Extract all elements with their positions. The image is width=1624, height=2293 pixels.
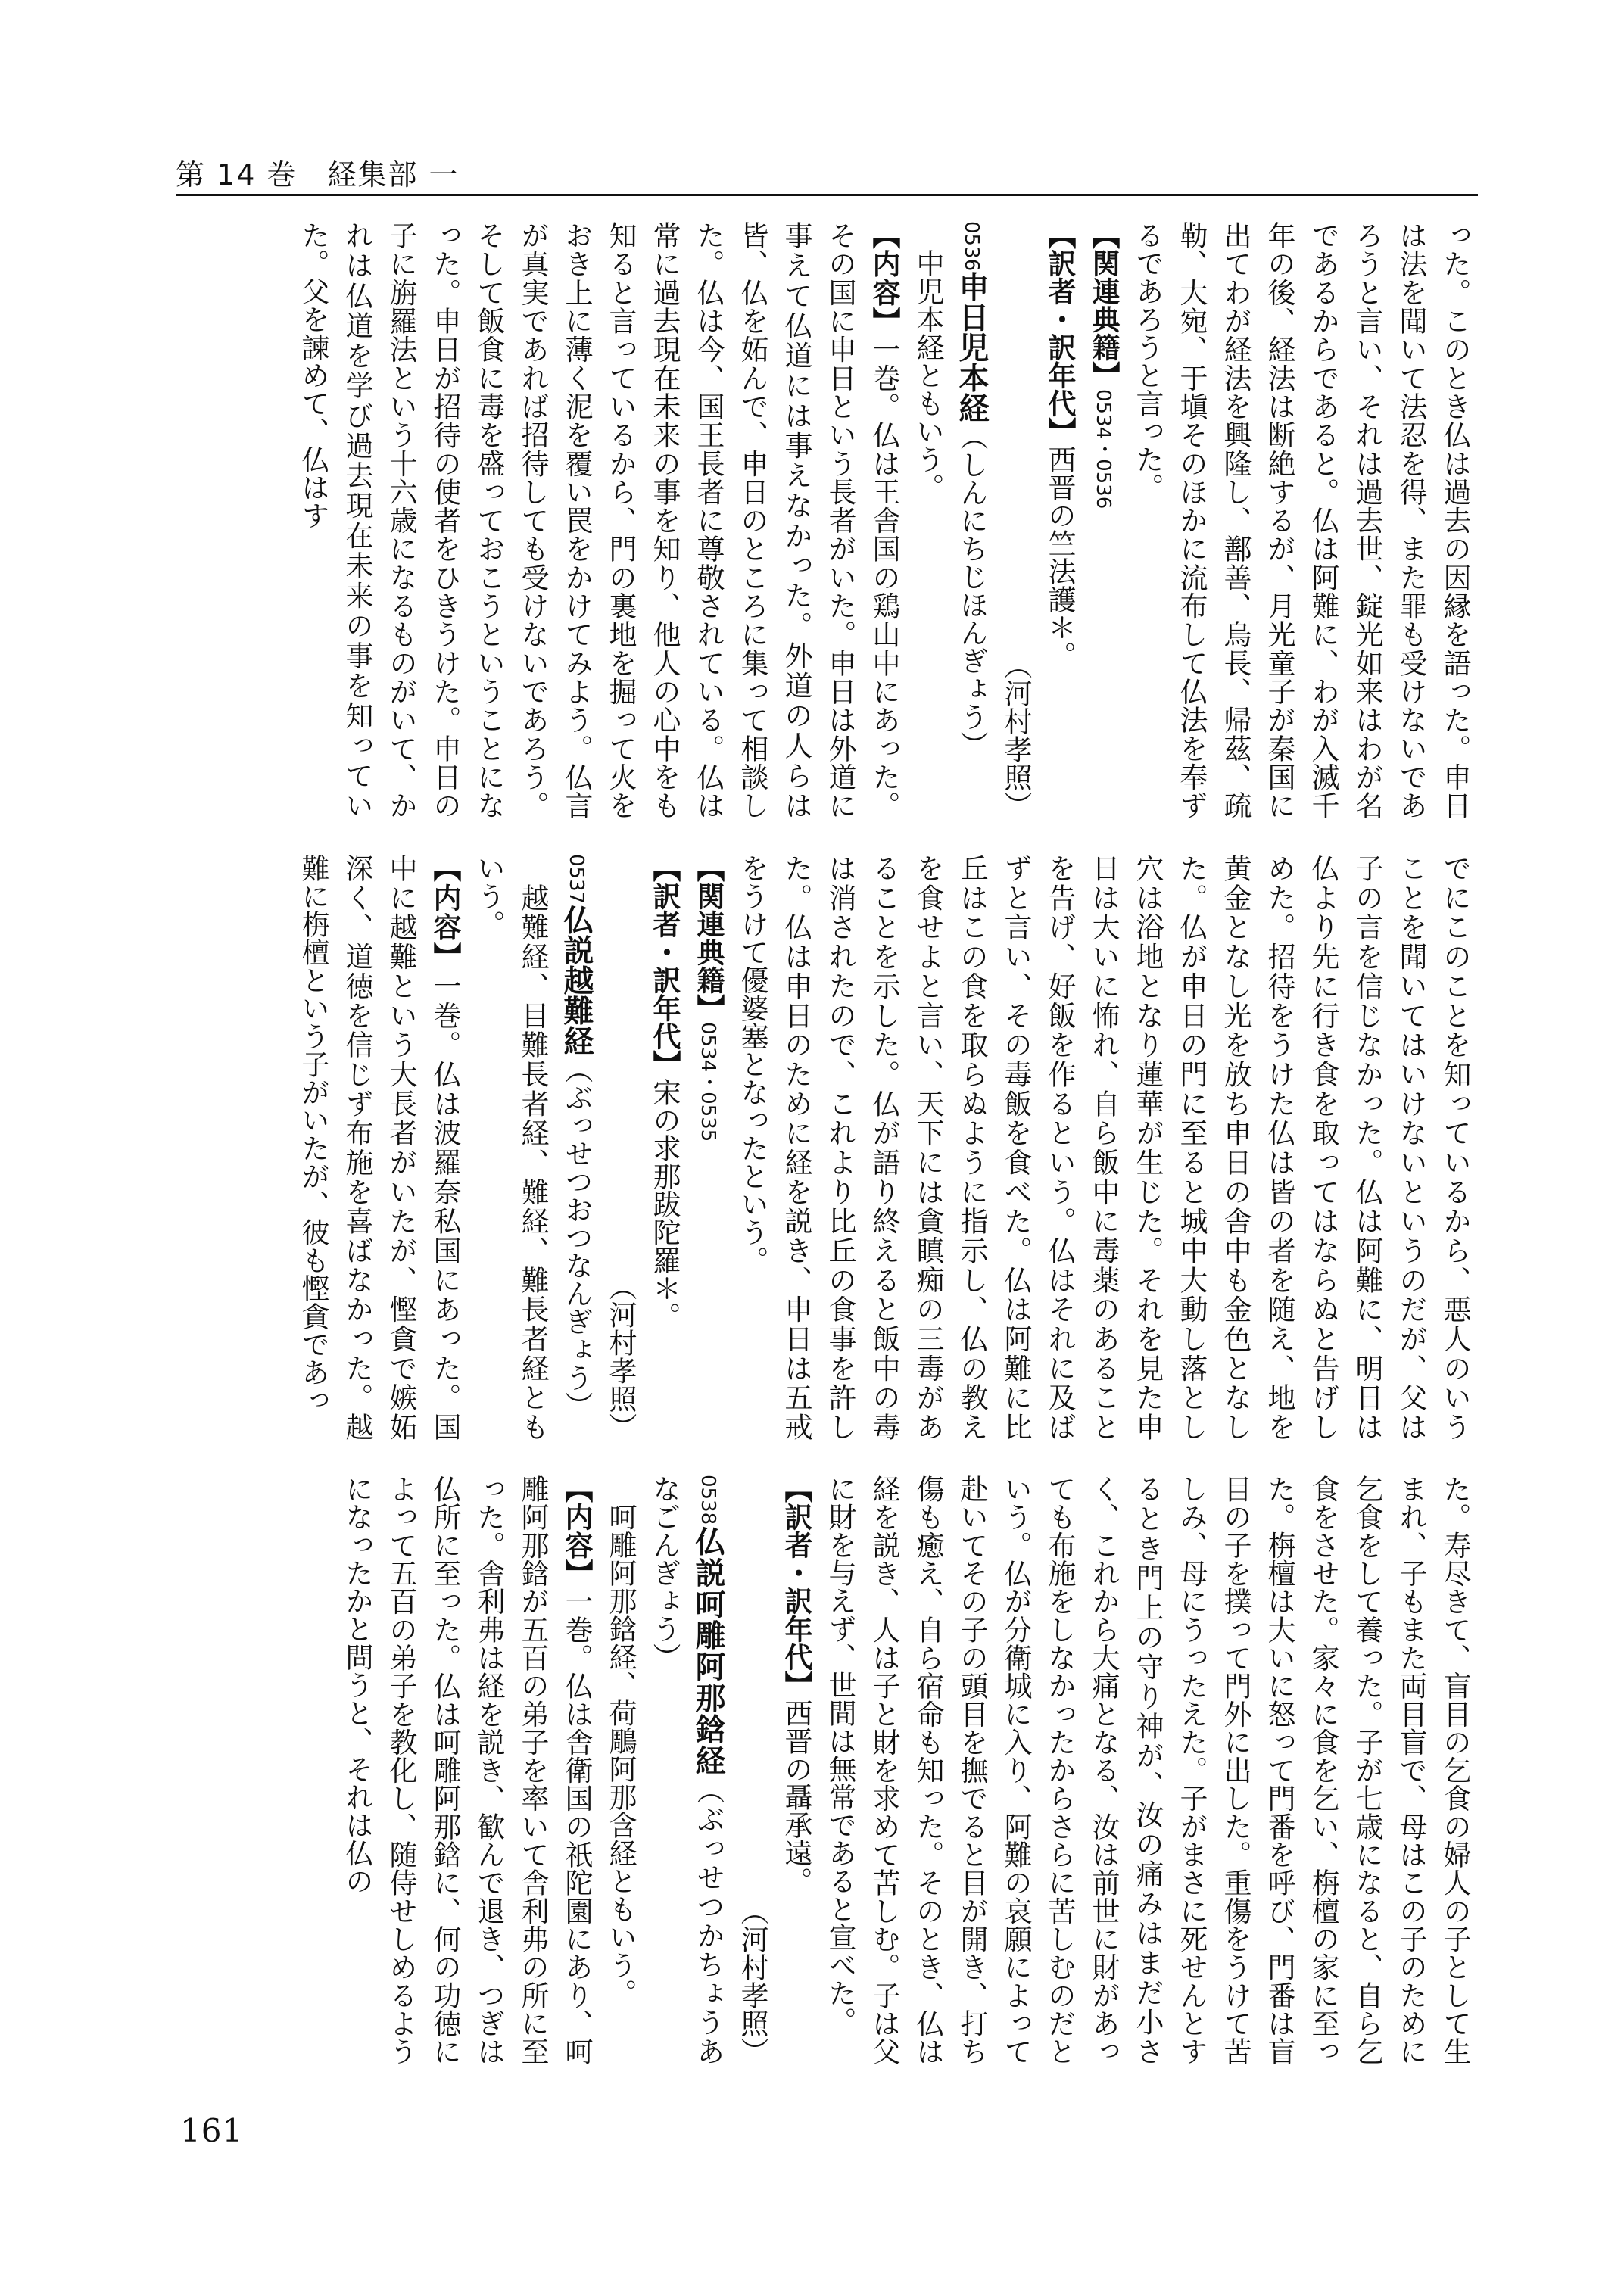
header-rule — [176, 194, 1478, 196]
entry-reading: （ぶっせつおつなんぎょう） — [560, 1055, 593, 1420]
entry-title: 仏説越難経 — [559, 904, 594, 1056]
entry-0537-content — [291, 854, 466, 1441]
entry-title: 仏説呵雕阿那鋡経 — [690, 1525, 725, 1777]
tier3-paragraph-continued: た。寿尽きて、盲目の乞食の婦人の子として生まれ、子もまた両目盲で、母はこの子のために乞食をして養った。子が七歳になると、自ら乞食をさせた。家々に食を乞い、栴檀の家に至った。栴檀は大いに怒って門番を呼び、門番は盲目の子を撲って門外に出した。重傷をうけて苦しみ、母にうったえた。子がまさに死せんとするとき門上の守り神が、汝の痛みはまだ小さく、これから大痛となる、汝は前世に財があっても布施をしなかったからさらに苦しむのだという。仏が分衛城に入り、阿難の哀願によって赴いてその子の頭目を撫でると目が開き、打ち傷も癒え、自ら宿命も知った。そのとき、仏は経を説き、人は子と財を求めて苦しむ。子は父に財を与えず、世間は無常であると宣べた。 — [824, 1475, 1471, 2065]
entry-0536-alias — [906, 221, 949, 819]
entry-number: 0537 — [565, 854, 588, 905]
tier1-related-texts — [1081, 221, 1125, 819]
entry-0537-alias — [466, 854, 554, 1441]
alias-text: 呵雕阿那鋡経、荷鵰阿那含経ともいう。 — [604, 1503, 637, 2007]
entry-number: 0536 — [960, 221, 983, 272]
translator-value: 西晋の聶承遠。 — [780, 1699, 812, 1895]
content-text: 一巻。仏は舎衛国の祇陀園にあり、呵雕阿那鋡が五百の弟子を率いて舎利弗の所に至った。舎利弗は経を説き、歓んで退き、つぎは仏所に至った。仏は呵雕阿那鋡に、何の功徳によって五百の弟子を教化し、随侍せしめるようになったかと問うと、それは仏の — [341, 1475, 593, 2065]
related-label: 【関連典籍】 — [1087, 221, 1120, 389]
content-label: 【内容】 — [868, 221, 900, 335]
related-value: 0534・0536 — [1092, 389, 1114, 509]
tier-2-text-block — [144, 854, 1476, 1441]
tier2-related-texts — [686, 854, 730, 1441]
tier1-author: （河村孝照） — [999, 651, 1032, 819]
content-label: 【内容】 — [429, 854, 461, 972]
running-header — [176, 151, 1478, 197]
translator-value: 宋の求那跋陀羅＊。 — [648, 1078, 681, 1330]
translator-label: 【訳者・訳年代】 — [1043, 221, 1076, 445]
entry-0538-heading — [642, 1475, 730, 2065]
tier1-translator — [1037, 221, 1081, 819]
content-text: 一巻。仏は波羅奈私国にあった。国中に越難という大長者がいたが、慳貪で嫉妬深く、道徳を信じず布施を喜ばなかった。越難に栴檀という子がいたが、彼も慳貪であっ — [297, 854, 461, 1441]
related-label: 【関連典籍】 — [692, 854, 725, 1022]
tier2-paragraph-continued: でにこのことを知っているから、悪人のいうことを聞いてはいけないというのだが、父は子の言を信じなかった。仏は阿難に、明日は仏より先に行き食を取ってはならぬと告げしめた。招待をうけた仏は皆の者を随え、地を黄金となし光を放ち申日の舎中も金色となした。仏が申日の門に至ると城中大動し落とし穴は浴地となり蓮華が生じた。それを見た申日は大いに怖れ、自ら飯中に毒薬のあることを告げ、好飯を作るという。仏はそれに及ばずと言い、その毒飯を食べた。仏は阿難に比丘はこの食を取らぬように指示し、仏の教えを食せよと言い、天下には貪瞋痴の三毒があることを示した。仏が語り終えると飯中の毒は消されたので、これより比丘の食事を許した。仏は申日のために経を説き、申日は五戒をうけて優婆塞となったという。 — [736, 854, 1471, 1441]
tier-1-text-block — [144, 221, 1476, 819]
related-value: 0534・0535 — [697, 1022, 719, 1142]
translator-label: 【訳者・訳年代】 — [780, 1475, 812, 1699]
alias-text: 中児本経ともいう。 — [912, 249, 944, 501]
entry-0538-content — [335, 1475, 598, 2065]
translator-value: 西晋の竺法護＊。 — [1043, 445, 1076, 669]
entry-0536-content — [291, 221, 906, 819]
entry-reading: （しんにちじほんぎょう） — [955, 422, 988, 759]
entry-0538-alias — [598, 1475, 642, 2065]
tier2-translator — [642, 854, 686, 1441]
tier1-paragraph-continued: った。このとき仏は過去の因縁を語った。申日は法を聞いて法忍を得、また罪も受けないであろうと言い、それは過去世、錠光如来はわが名であるからであると。仏は阿難に、わが入滅千年の後、経法は断絶するが、月光童子が秦国に出てわが経法を興隆し、鄯善、烏長、帰茲、疏勒、大宛、于塡そのほかに流布して仏法を奉ずるであろうと言った。 — [1131, 221, 1471, 819]
content-label: 【内容】 — [560, 1475, 593, 1587]
tier2-author: （河村孝照） — [604, 1273, 637, 1441]
translator-label: 【訳者・訳年代】 — [648, 854, 681, 1078]
content-text: 一巻。仏は王舎国の鶏山中にあった。その国に申日という長者がいた。申日は外道に事えて仏道には事えなかった。外道の人らは皆、仏を妬んで、申日のところに集って相談した。仏は今、国王長者に尊敬されている。仏は常に過去現在未来の事を知り、他人の心中をも知ると言っているから、門の裏地を掘って火をおき上に薄く泥を覆い罠をかけてみよう。仏言が真実であれば招待しても受けないであろう。そして飯食に毒を盛っておこうということになった。申日が招待の使者をひきうけた。申日の子に旃羅法という十六歳になるものがいて、かれは仏道を学び過去現在未来の事を知っていた。父を諫めて、仏はす — [297, 221, 900, 819]
tier3-author: （河村孝照） — [736, 1897, 768, 2065]
tier-3-text-block — [144, 1475, 1476, 2065]
tier3-translator — [774, 1475, 818, 2065]
header-title: 第 14 巻 経集部 一 — [176, 158, 460, 192]
entry-0537-heading — [554, 854, 598, 1441]
entry-number: 0538 — [697, 1475, 719, 1525]
entry-title: 申日児本経 — [954, 271, 989, 423]
alias-text: 越難経、目難長者経、難経、難長者経ともいう。 — [472, 854, 549, 1441]
entry-0536-heading — [949, 221, 993, 819]
entry-reading: （ぶっせつかちょうあなごんぎょう） — [648, 1475, 725, 2065]
page-number: 161 — [180, 2112, 244, 2149]
